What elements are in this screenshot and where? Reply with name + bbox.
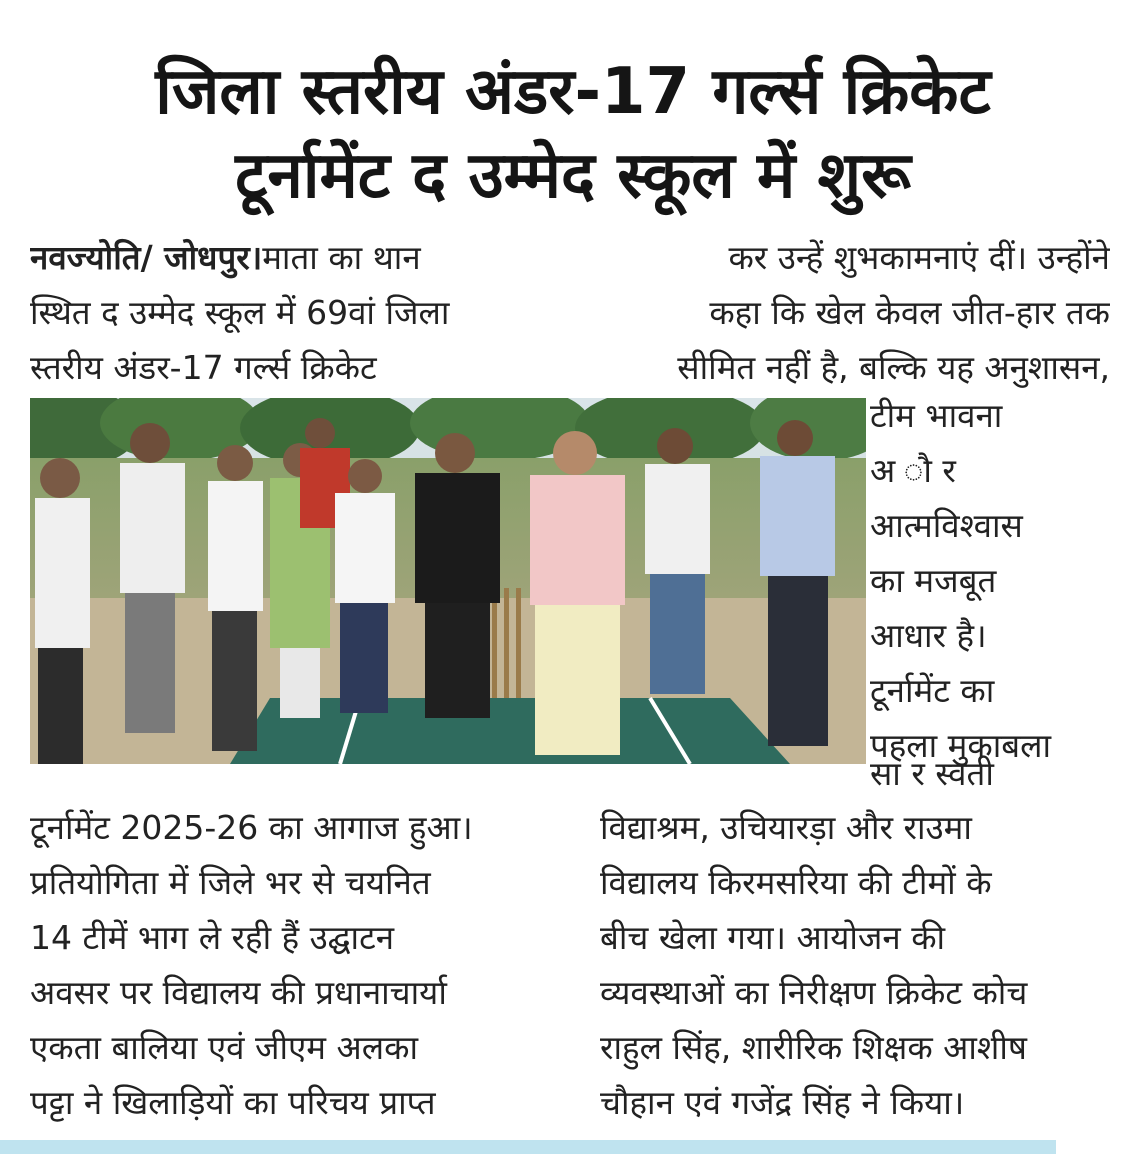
article-line: पट्टा ने खिलाड़ियों का परिचय प्राप्त [30,1083,436,1122]
article-line: कहा कि खेल केवल जीत-हार तक [709,293,1110,332]
article-column-right-bottom [600,800,1110,1130]
article-column-left-top [30,230,535,395]
article-line: माता का थान [262,238,421,277]
article-line: सीमित नहीं है, बल्कि यह अनुशासन, [677,348,1110,387]
article-line: टीम भावना [870,396,1003,435]
headline-line-1: जिला स्तरीय अंडर-17 गर्ल्स क्रिकेट [155,55,991,129]
article-line: स्थित द उम्मेद स्कूल में 69वां जिला [30,293,450,332]
article-line: बीच खेला गया। आयोजन की [600,918,946,957]
headline-line-2: टूर्नामेंट द उम्मेद स्कूल में शुरू [235,139,911,213]
article-line: 14 टीमें भाग ले रही हैं उद्घाटन [30,918,395,957]
article-column-right-top [600,230,1110,395]
article-line: व्यवस्थाओं का निरीक्षण क्रिकेट कोच [600,973,1028,1012]
event-photo [30,398,866,764]
article-line: प्रतियोगिता में जिले भर से चयनित [30,863,431,902]
article-line: अवसर पर विद्यालय की प्रधानाचार्या [30,973,447,1012]
article-line: आधार है। [870,616,987,655]
article-column-left-bottom [30,800,535,1130]
article-line: आत्मविश्वास [870,506,1023,545]
article-line: का मजबूत [870,561,997,600]
next-article-strip [0,1140,1056,1154]
article-line: एकता बालिया एवं जीएम अलका [30,1028,418,1067]
article-line: विद्याश्रम, उचियारड़ा और राउमा [600,808,972,847]
article-line: स्तरीय अंडर-17 गर्ल्स क्रिकेट [30,348,377,387]
byline: नवज्योति/ जोधपुर। [30,238,263,277]
article-line: टूर्नामेंट 2025-26 का आगाज हुआ। [30,808,473,847]
article-line: विद्यालय किरमसरिया की टीमों के [600,863,992,902]
article-line: राहुल सिंह, शारीरिक शिक्षक आशीष [600,1028,1027,1067]
article-line: कर उन्हें शुभकामनाएं दीं। उन्होंने [728,238,1110,277]
article-line: चौहान एवं गजेंद्र सिंह ने किया। [600,1083,965,1122]
article-line: टूर्नामेंट का [870,671,995,710]
article-column-right-wrap [870,388,1110,773]
article-line: पहला मुकाबला [870,726,1052,765]
article-line: सा र स्वती [870,754,994,793]
article-column-right-wrap-end [870,746,1110,801]
article-line: अ ौ र [870,451,956,490]
